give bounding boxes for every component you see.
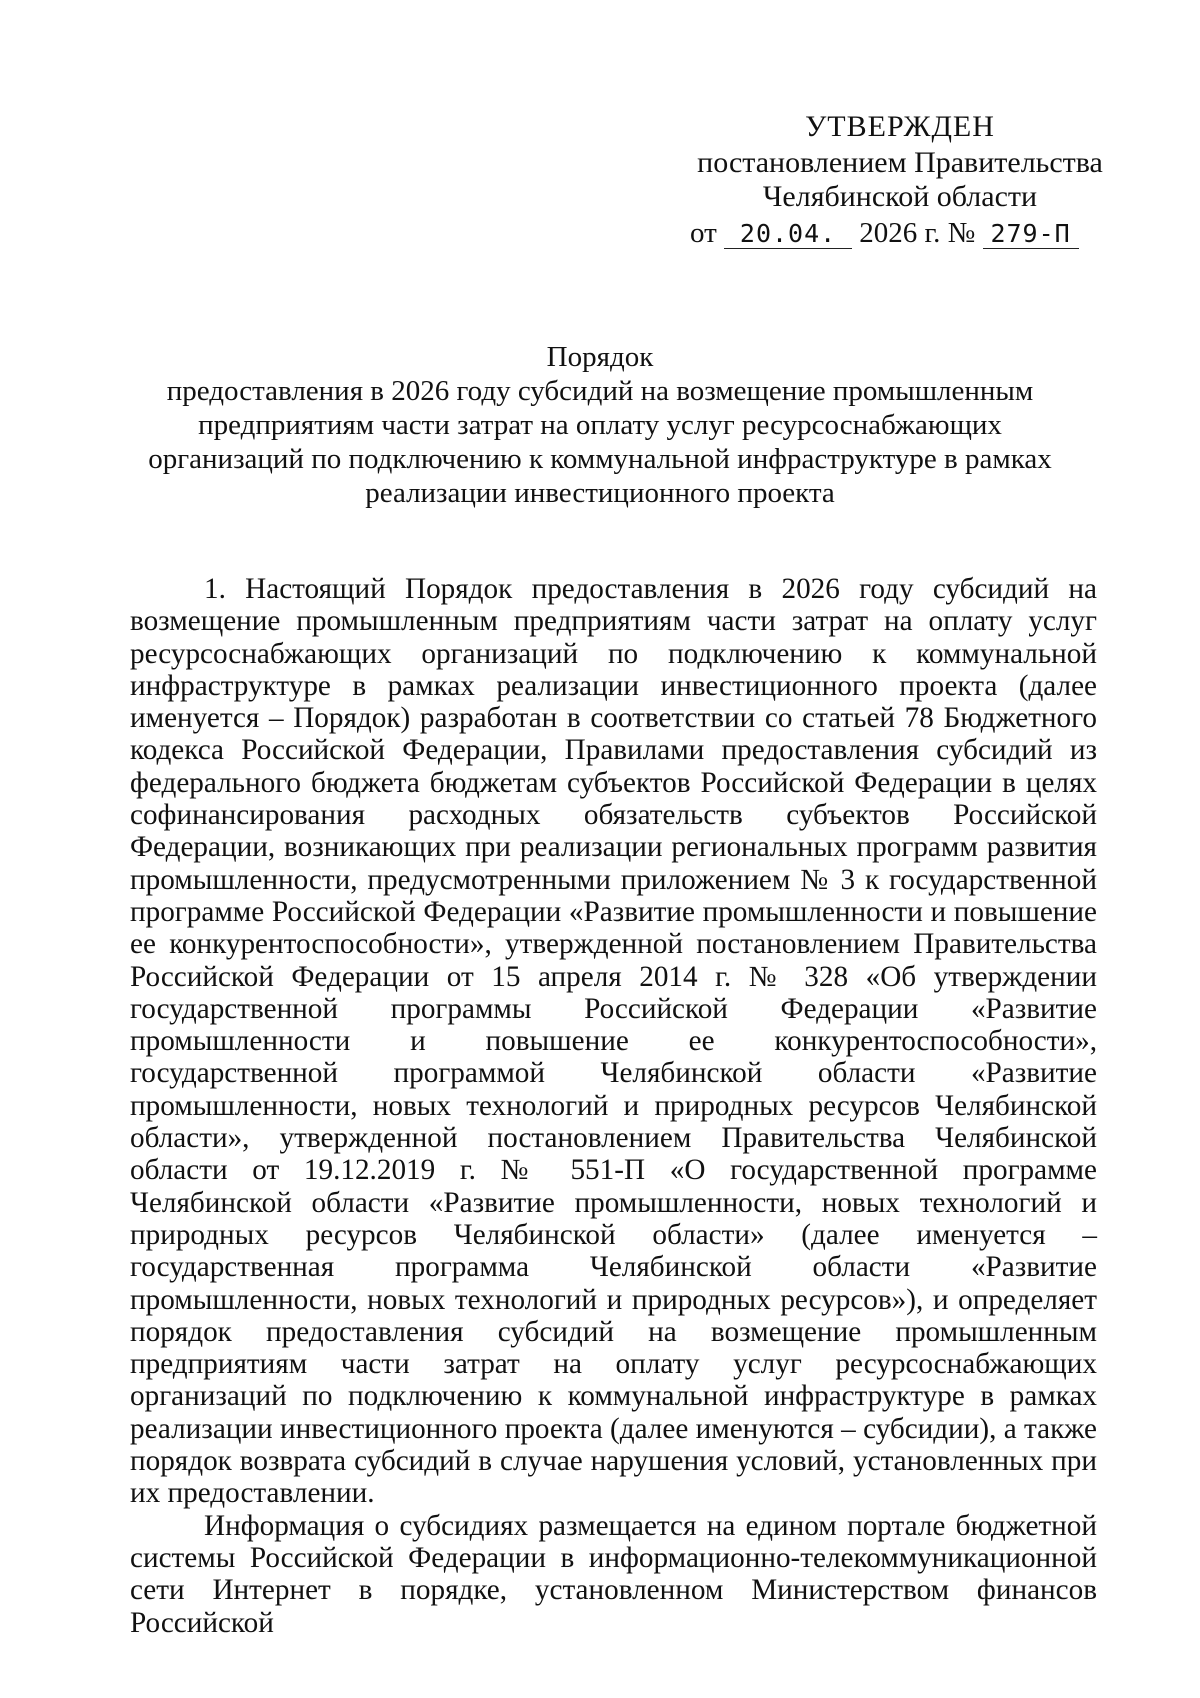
document-heading [120,340,1080,510]
paragraph-2: Информация о субсидиях размещается на едином портале бюджетной системы Российской Федерации в информационно-телекоммуникационной сети Интернет в порядке, установленном Министерством финансов Российской [130,1509,1097,1639]
heading-title: Порядок [546,341,654,373]
approval-block [690,110,1110,250]
date-field: 20.04. [724,220,852,249]
from-label: от [690,217,717,249]
approval-line-2: Челябинской области [762,180,1038,213]
number-field: 279-П [983,220,1079,249]
approval-date-line [690,216,1110,250]
approval-title: УТВЕРЖДЕН [805,110,995,143]
document-body [130,573,1097,1639]
heading-subtitle: предоставления в 2026 году субсидий на возмещение промышленным предприятиям части затрат на оплату услуг ресурсоснабжающих организаций по подключению к коммунальной инфраструктуре в рамках реализации инвестиционного проекта [148,375,1052,509]
paragraph-1: 1. Настоящий Порядок предоставления в 2026 году субсидий на возмещение промышленным предприятиям части затрат на оплату услуг ресурсоснабжающих организаций по подключению к коммунальной инфраструктуре в рамках реализации инвестиционного проекта (далее именуется – Порядок) разработан в соответствии со статьей 78 Бюджетного кодекса Российской Федерации, Правилами предоставления субсидий из федерального бюджета бюджетам субъектов Российской Федерации в целях софинансирования расходных обязательств субъектов Российской Федерации, возникающих при реализации региональных программ развития промышленности, предусмотренными приложением № 3 к государственной программе Российской Федерации «Развитие промышленности и повышение ее конкурентоспособности», утвержденной постановлением Правительства Российской Федерации от 15 апреля 2014 г. № 328 «Об утверждении государственной программы Российской Федерации «Развитие промышленности и повышение ее конкурентоспособности», государственной программой Челябинской области «Развитие промышленности, новых технологий и природных ресурсов Челябинской области», утвержденной постановлением Правительства Челябинской области от 19.12.2019 г. № 551-П «О государственной программе Челябинской области «Развитие промышленности, новых технологий и природных ресурсов Челябинской области» (далее именуется – государственная программа Челябинской области «Развитие промышленности, новых технологий и природных ресурсов»), и определяет порядок предоставления субсидий на возмещение промышленным предприятиям части затрат на оплату услуг ресурсоснабжающих организаций по подключению к коммунальной инфраструктуре в рамках реализации инвестиционного проекта (далее именуются – субсидии), а также порядок возврата субсидий в случае нарушения условий, установленных при их предоставлении. [130,573,1097,1510]
approval-line-1: постановлением Правительства [697,146,1103,179]
year-text: 2026 г. № [859,217,976,249]
